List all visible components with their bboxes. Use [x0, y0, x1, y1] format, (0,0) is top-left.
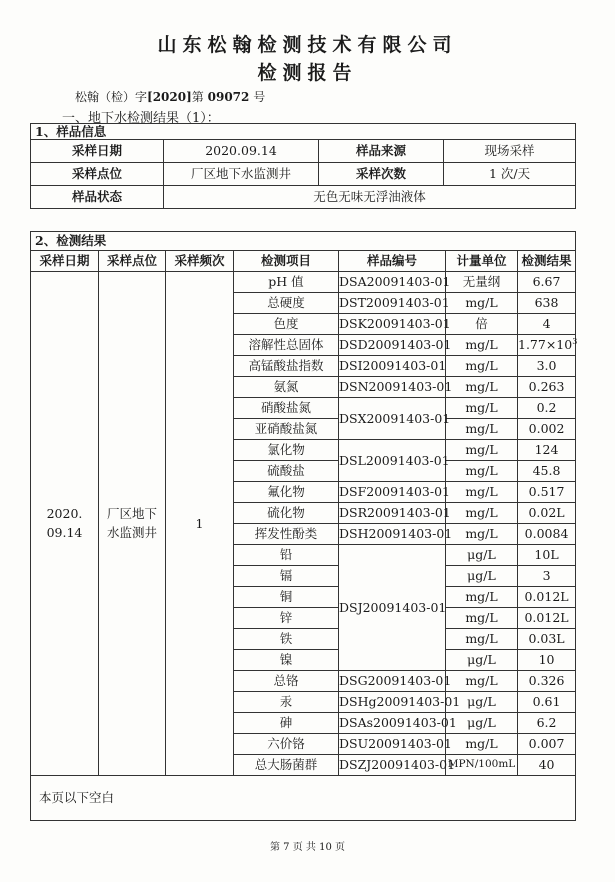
unit-iron: mg/L	[446, 629, 518, 650]
unit-cadmium: μg/L	[446, 566, 518, 587]
item-cadmium: 镉	[234, 566, 339, 587]
item-permanganate: 高锰酸盐指数	[234, 356, 339, 377]
doc-mid: 第	[191, 90, 204, 104]
sample-point-value: 厂区地下水监测井	[164, 163, 319, 186]
item-nitrite: 亚硝酸盐氮	[234, 419, 339, 440]
header-frequency: 采样频次	[166, 251, 234, 272]
date-line-2: 09.14	[46, 524, 83, 540]
item-ammonia: 氨氮	[234, 377, 339, 398]
item-fluoride: 氟化物	[234, 482, 339, 503]
sample-count-value: 1 次/天	[444, 163, 576, 186]
result-iron: 0.03L	[518, 629, 576, 650]
unit-lead: μg/L	[446, 545, 518, 566]
unit-sulfate: mg/L	[446, 461, 518, 482]
unit-nitrite: mg/L	[446, 419, 518, 440]
sample-count-label: 采样次数	[319, 163, 444, 186]
results-section-label: 2、检测结果	[31, 232, 576, 251]
sample-source-value: 现场采样	[444, 140, 576, 163]
item-tds: 溶解性总固体	[234, 335, 339, 356]
doc-year: [2020]	[147, 90, 192, 104]
unit-hexavalent-chromium: mg/L	[446, 734, 518, 755]
result-permanganate: 3.0	[518, 356, 576, 377]
unit-phenols: mg/L	[446, 524, 518, 545]
item-chloride: 氯化物	[234, 440, 339, 461]
blank-below-note: 本页以下空白	[31, 776, 576, 821]
code-metals: DSJ20091403-01	[339, 545, 446, 671]
results-table	[30, 231, 576, 821]
frequency-cell: 1	[166, 272, 234, 776]
unit-mercury: μg/L	[446, 692, 518, 713]
result-ammonia: 0.263	[518, 377, 576, 398]
result-sulfate: 45.8	[518, 461, 576, 482]
code-hardness: DST20091403-01	[339, 293, 446, 314]
result-lead: 10L	[518, 545, 576, 566]
code-hexavalent-chromium: DSU20091403-01	[339, 734, 446, 755]
result-hexavalent-chromium: 0.007	[518, 734, 576, 755]
item-zinc: 锌	[234, 608, 339, 629]
item-iron: 铁	[234, 629, 339, 650]
company-name: 山东松翰检测技术有限公司	[157, 34, 458, 56]
result-coliforms: 40	[518, 755, 576, 776]
unit-tds: mg/L	[446, 335, 518, 356]
unit-nickel: μg/L	[446, 650, 518, 671]
result-chloride: 124	[518, 440, 576, 461]
unit-zinc: mg/L	[446, 608, 518, 629]
unit-sulfide: mg/L	[446, 503, 518, 524]
point-cell	[99, 272, 166, 776]
result-ph: 6.67	[518, 272, 576, 293]
result-phenols: 0.0084	[518, 524, 576, 545]
doc-num: 09072	[207, 90, 250, 104]
item-copper: 铜	[234, 587, 339, 608]
unit-chloride: mg/L	[446, 440, 518, 461]
document-number	[75, 88, 265, 105]
unit-permanganate: mg/L	[446, 356, 518, 377]
unit-nitrate: mg/L	[446, 398, 518, 419]
sample-point-label: 采样点位	[31, 163, 164, 186]
result-color: 4	[518, 314, 576, 335]
result-total-chromium: 0.326	[518, 671, 576, 692]
item-phenols: 挥发性酚类	[234, 524, 339, 545]
code-sulfide: DSR20091403-01	[339, 503, 446, 524]
item-mercury: 汞	[234, 692, 339, 713]
page-number: 第 7 页 共 10 页	[270, 842, 345, 853]
unit-color: 倍	[446, 314, 518, 335]
result-mercury: 0.61	[518, 692, 576, 713]
sample-state-label: 样品状态	[31, 186, 164, 209]
header-sample-code: 样品编号	[339, 251, 446, 272]
sample-info-section-label: 1、样品信息	[31, 124, 576, 140]
result-nickel: 10	[518, 650, 576, 671]
result-tds	[518, 335, 576, 356]
unit-arsenic: μg/L	[446, 713, 518, 734]
sample-source-label: 样品来源	[319, 140, 444, 163]
item-hexavalent-chromium: 六价铬	[234, 734, 339, 755]
unit-ammonia: mg/L	[446, 377, 518, 398]
result-arsenic: 6.2	[518, 713, 576, 734]
item-sulfate: 硫酸盐	[234, 461, 339, 482]
item-color: 色度	[234, 314, 339, 335]
result-cadmium: 3	[518, 566, 576, 587]
section-title: 一、地下水检测结果（1）：	[62, 111, 220, 126]
result-fluoride: 0.517	[518, 482, 576, 503]
item-ph: pH 值	[234, 272, 339, 293]
item-sulfide: 硫化物	[234, 503, 339, 524]
item-hardness: 总硬度	[234, 293, 339, 314]
sample-date-label: 采样日期	[31, 140, 164, 163]
code-mercury: DSHg20091403-01	[339, 692, 446, 713]
code-phenols: DSH20091403-01	[339, 524, 446, 545]
unit-fluoride: mg/L	[446, 482, 518, 503]
header-test-item: 检测项目	[234, 251, 339, 272]
doc-suffix: 号	[253, 90, 266, 104]
item-total-chromium: 总铬	[234, 671, 339, 692]
item-coliforms: 总大肠菌群	[234, 755, 339, 776]
item-nickel: 镍	[234, 650, 339, 671]
result-sulfide: 0.02L	[518, 503, 576, 524]
result-hardness: 638	[518, 293, 576, 314]
item-nitrate: 硝酸盐氮	[234, 398, 339, 419]
unit-ph: 无量纲	[446, 272, 518, 293]
code-color: DSK20091403-01	[339, 314, 446, 335]
unit-copper: mg/L	[446, 587, 518, 608]
code-coliforms: DSZJ20091403-01	[339, 755, 446, 776]
date-line-1: 2020.	[46, 505, 83, 521]
code-fluoride: DSF20091403-01	[339, 482, 446, 503]
header-unit: 计量单位	[446, 251, 518, 272]
unit-total-chromium: mg/L	[446, 671, 518, 692]
code-permanganate: DSI20091403-01	[339, 356, 446, 377]
point-line-2: 水监测井	[106, 524, 157, 540]
result-tds-exp: 3	[572, 337, 578, 347]
result-nitrate: 0.2	[518, 398, 576, 419]
result-zinc: 0.012L	[518, 608, 576, 629]
code-total-chromium: DSG20091403-01	[339, 671, 446, 692]
unit-hardness: mg/L	[446, 293, 518, 314]
code-nitrate: DSX20091403-01	[339, 398, 446, 440]
code-chloride: DSL20091403-01	[339, 440, 446, 482]
code-arsenic: DSAs20091403-01	[339, 713, 446, 734]
sample-state-value: 无色无味无浮油液体	[164, 186, 576, 209]
item-arsenic: 砷	[234, 713, 339, 734]
header-sample-date: 采样日期	[31, 251, 99, 272]
sample-info-table	[30, 123, 576, 209]
point-line-1: 厂区地下	[106, 505, 157, 521]
unit-coliforms: MPN/100mL	[446, 755, 518, 776]
result-tds-base: 1.77×10	[518, 337, 573, 353]
code-ph: DSA20091403-01	[339, 272, 446, 293]
item-lead: 铅	[234, 545, 339, 566]
header-result: 检测结果	[518, 251, 576, 272]
report-title: 检测报告	[257, 62, 358, 84]
header-sample-point: 采样点位	[99, 251, 166, 272]
result-nitrite: 0.002	[518, 419, 576, 440]
result-copper: 0.012L	[518, 587, 576, 608]
code-ammonia: DSN20091403-01	[339, 377, 446, 398]
sample-date-value: 2020.09.14	[164, 140, 319, 163]
code-tds: DSD20091403-01	[339, 335, 446, 356]
doc-prefix: 松翰（检）字	[75, 90, 148, 104]
date-cell	[31, 272, 99, 776]
